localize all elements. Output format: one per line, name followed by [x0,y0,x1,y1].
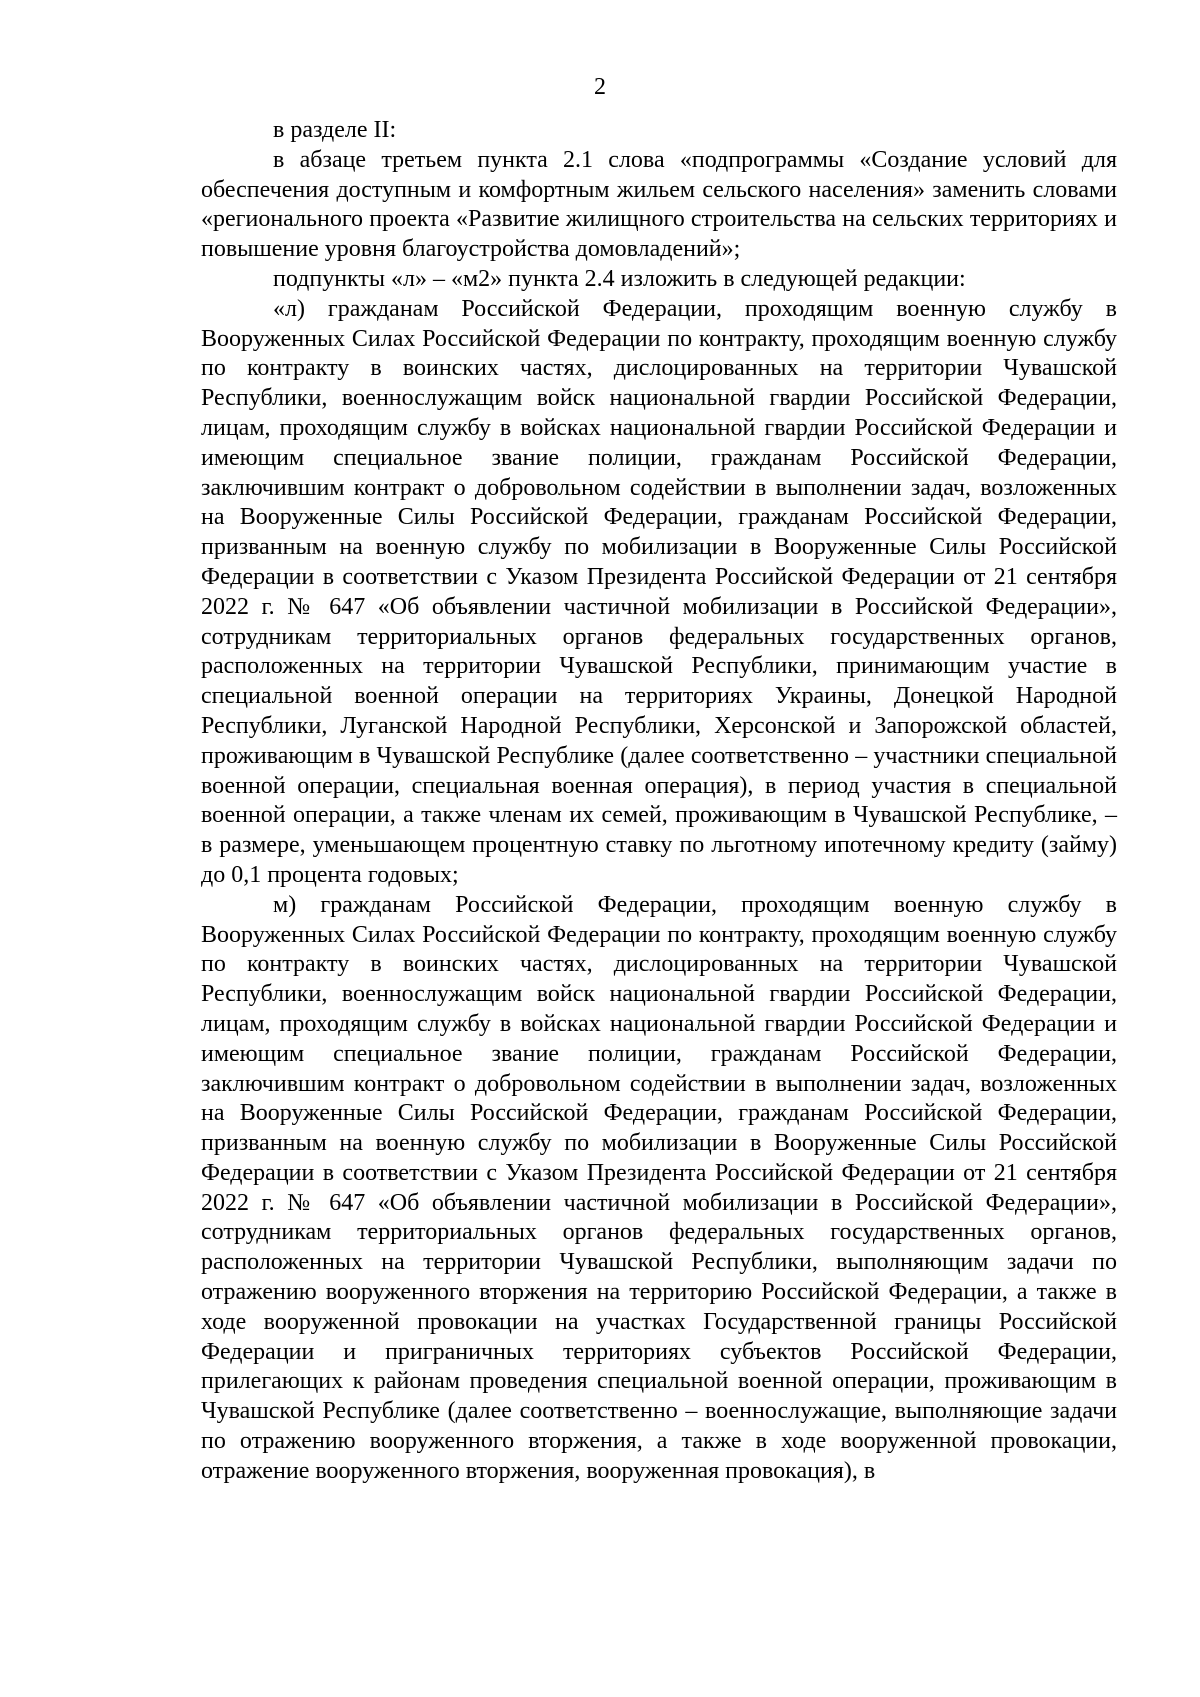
paragraph-item-2-1: в абзаце третьем пункта 2.1 слова «подпрограммы «Создание условий для обеспечения доступным и комфортным жильем сельского населения» заменить словами «регионального проекта «Развитие жилищного строительства на сельских территориях и повышение уровня благоустройства домовладений»; [201,146,1117,263]
paragraph-subitem-m: м) гражданам Российской Федерации, проходящим военную службу в Вооруженных Силах Российской Федерации по контракту, проходящим военную службу по контракту в воинских частях, дислоцированных на территории Чувашской Республики, военнослужащим войск национальной гвардии Российской Федерации, лицам, проходящим службу в войсках национальной гвардии Российской Федерации и имеющим специальное звание полиции, гражданам Российской Федерации, заключившим контракт о добровольном содействии в выполнении задач, возложенных на Вооруженные Силы Российской Федерации, гражданам Российской Федерации, призванным на военную службу по мобилизации в Вооруженные Силы Российской Федерации в соответствии с Указом Президента Российской Федерации от 21 сентября 2022 г. № 647 «Об объявлении частичной мобилизации в Российской Федерации», сотрудникам территориальных органов федеральных государственных органов, расположенных на территории Чувашской Республики, выполняющим задачи по отражению вооруженного вторжения на территорию Российской Федерации, а также в ходе вооруженной провокации на участках Государственной границы Российской Федерации и приграничных территориях субъектов Российской Федерации, прилегающих к районам проведения специальной военной операции, проживающим в Чувашской Республике (далее соответственно – военнослужащие, выполняющие задачи по отражению вооруженного вторжения, а также в ходе вооруженной провокации, отражение вооруженного вторжения, вооруженная провокация), в [201,891,1117,1484]
page-number: 2 [594,74,606,100]
paragraph-section-heading: в разделе II: [273,117,397,143]
paragraph-item-2-4-intro: подпункты «л» – «м2» пункта 2.4 изложить в следующей редакции: [273,265,966,292]
paragraph-subitem-l: «л) гражданам Российской Федерации, проходящим военную службу в Вооруженных Силах Российской Федерации по контракту, проходящим военную службу по контракту в воинских частях, дислоцированных на территории Чувашской Республики, военнослужащим войск национальной гвардии Российской Федерации, лицам, проходящим службу в войсках национальной гвардии Российской Федерации и имеющим специальное звание полиции, гражданам Российской Федерации, заключившим контракт о добровольном содействии в выполнении задач, возложенных на Вооруженные Силы Российской Федерации, гражданам Российской Федерации, призванным на военную службу по мобилизации в Вооруженные Силы Российской Федерации в соответствии с Указом Президента Российской Федерации от 21 сентября 2022 г. № 647 «Об объявлении частичной мобилизации в Российской Федерации», сотрудникам территориальных органов федеральных государственных органов, расположенных на территории Чувашской Республики, принимающим участие в специальной военной операции на территориях Украины, Донецкой Народной Республики, Луганской Народной Республики, Херсонской и Запорожской областей, проживающим в Чувашской Республике (далее соответственно – участники специальной военной операции, специальная военная операция), в период участия в специальной военной операции, а также членам их семей, проживающим в Чувашской Республике, – в размере, уменьшающем процентную ставку по льготному ипотечному кредиту (займу) до 0,1 процента годовых; [201,295,1117,888]
document-body [201,116,1117,1487]
